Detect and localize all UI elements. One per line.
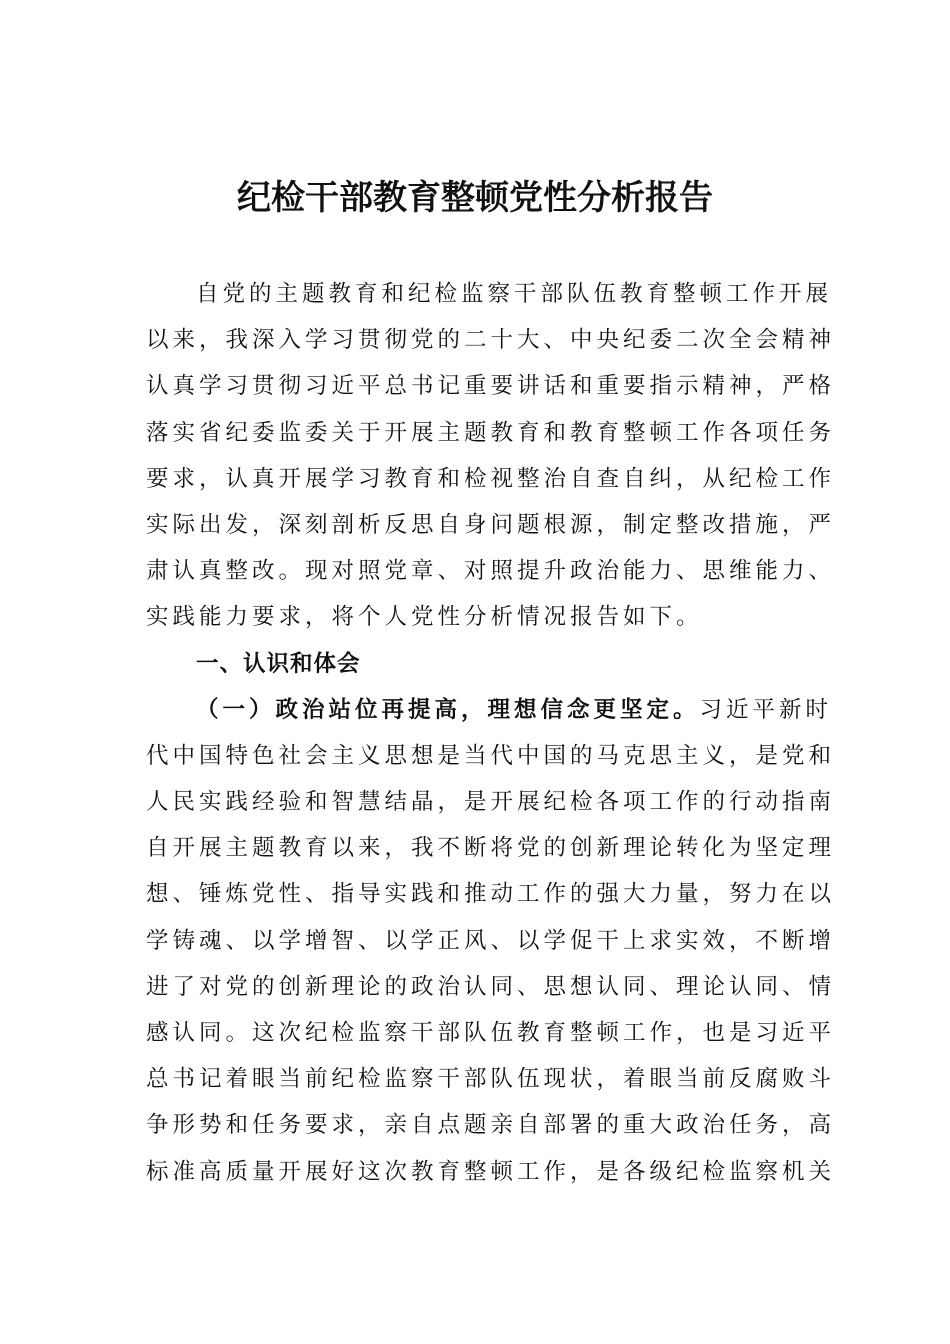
paragraph-line: 争形势和任务要求，亲自点题亲自部署的重大政治任务，高 <box>146 1112 836 1139</box>
paragraph-line: 学铸魂、以学增智、以学正风、以学促干上求实效，不断增 <box>146 927 836 954</box>
paragraph-line: 人民实践经验和智慧结晶，是开展纪检各项工作的行动指南 <box>146 789 836 816</box>
subsection-heading: （一）政治站位再提高，理想信念更坚定。 <box>196 696 700 723</box>
paragraph-line: 认真学习贯彻习近平总书记重要讲话和重要指示精神，严格 <box>146 373 836 400</box>
paragraph-line: 自党的主题教育和纪检监察干部队伍教育整顿工作开展 <box>196 281 833 307</box>
paragraph-line: 肃认真整改。现对照党章、对照提升政治能力、思维能力、 <box>146 558 836 585</box>
section-heading: 一、认识和体会 <box>196 650 361 677</box>
paragraph-line: 实践能力要求，将个人党性分析情况报告如下。 <box>146 604 703 631</box>
paragraph-line: 总书记着眼当前纪检监察干部队伍现状，着眼当前反腐败斗 <box>146 1066 836 1093</box>
paragraph-line: 想、锤炼党性、指导实践和推动工作的强大力量，努力在以 <box>146 881 836 908</box>
subsection-lead-line <box>146 687 833 733</box>
document-body <box>146 271 836 1195</box>
document-title: 纪检干部教育整顿党性分析报告 <box>237 178 713 218</box>
paragraph-line: 进了对党的创新理论的政治认同、思想认同、理论认同、情 <box>146 973 836 1000</box>
paragraph-line: 落实省纪委监委关于开展主题教育和教育整顿工作各项任务 <box>146 419 836 446</box>
subsection-lead-text: 习近平新时 <box>699 696 833 723</box>
paragraph-line: 以来，我深入学习贯彻党的二十大、中央纪委二次全会精神 <box>146 327 836 354</box>
paragraph-line: 要求，认真开展学习教育和检视整治自查自纠，从纪检工作 <box>146 465 836 492</box>
paragraph-line: 自开展主题教育以来，我不断将党的创新理论转化为坚定理 <box>146 835 836 862</box>
paragraph-line: 实际出发，深刻剖析反思自身问题根源，制定整改措施，严 <box>146 511 836 538</box>
paragraph-line: 标准高质量开展好这次教育整顿工作，是各级纪检监察机关 <box>146 1158 836 1185</box>
paragraph-line: 代中国特色社会主义思想是当代中国的马克思主义，是党和 <box>146 742 836 769</box>
paragraph-line: 感认同。这次纪检监察干部队伍教育整顿工作，也是习近平 <box>146 1020 836 1046</box>
